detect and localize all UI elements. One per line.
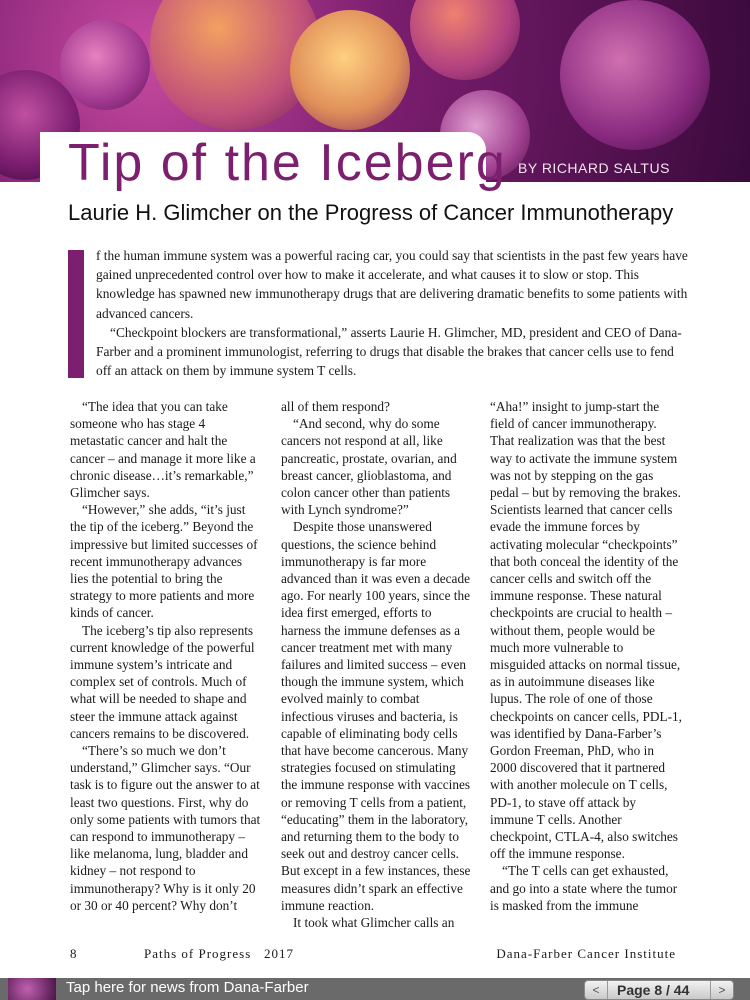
body-paragraph: The iceberg’s tip also represents current knowledge of the powerful immune system’s intricate and complex set of controls. Much of what will be needed to shape and steer the immune attack against cancers remains to be discovered. xyxy=(70,622,255,741)
page-footer xyxy=(70,946,676,966)
news-link[interactable]: Tap here for news from Dana-Farber xyxy=(66,979,309,996)
body-paragraph: Despite those unanswered questions, the science behind immunotherapy is far more advanced than it was even a decade ago. For nearly 100 years, since the idea first emerged, efforts to harness the immune defenses as a cancer treatment met with many failures and limited success – even though the immune system, which evolved mainly to combat infectious viruses and bacteria, is capable of eliminating body cells that have become cancerous. Many strategies focused on stimulating the immune response with vaccines or removing T cells from a patient, “educating” them in the laboratory, and returning them to the body to seek out and destroy cancer cells. But except in a few instances, these measures didn’t spark an effective immune reaction. xyxy=(281,519,471,913)
cell-illustration xyxy=(560,0,710,150)
previous-page-button[interactable]: < xyxy=(585,981,608,999)
body-paragraph: “However,” she adds, “it’s just the tip of the iceberg.” Beyond the impressive but limited successes of recent immunotherapy advances lies the potential to bring the strategy to more patients and more kinds of cancer. xyxy=(70,502,258,621)
intro-paragraph: f the human immune system was a powerful racing car, you could say that scientists in the past few years have gained unprecedented control over how to make it accelerate, and what causes it to slow or stop. This knowledge has spawned new immunotherapy drugs that are delivering dramatic benefits to some patients with advanced cancers. xyxy=(96,248,688,321)
page-indicator: Page 8 / 44 xyxy=(617,982,690,998)
article-title: Tip of the Iceberg xyxy=(68,134,507,192)
intro-text xyxy=(96,246,690,380)
body-paragraph: all of them respond? xyxy=(281,399,390,414)
body-column-2 xyxy=(281,398,473,931)
body-column-1 xyxy=(70,398,262,914)
page-navigator xyxy=(584,980,734,1000)
article-subtitle: Laurie H. Glimcher on the Progress of Cancer Immunotherapy xyxy=(68,200,674,225)
news-thumbnail[interactable] xyxy=(8,978,56,1000)
article-byline: BY RICHARD SALTUS xyxy=(518,160,670,176)
cell-illustration xyxy=(410,0,520,80)
dropcap xyxy=(68,250,84,378)
body-paragraph: “The T cells can get exhausted, and go into a state where the tumor is masked from the immune xyxy=(490,863,678,913)
page-number: 8 xyxy=(70,946,78,961)
cell-illustration xyxy=(60,20,150,110)
body-paragraph: It took what Glimcher calls an xyxy=(293,915,455,931)
next-page-button[interactable]: > xyxy=(710,981,733,999)
body-paragraph: “And second, why do some cancers not respond at all, like pancreatic, prostate, ovarian, and breast cancer, glioblastoma, and colon cancer other than patients with Lynch syndrome?” xyxy=(281,416,457,518)
body-paragraph: “There’s so much we don’t understand,” Glimcher says. “Our task is to figure out the answer to at least two questions. First, why do only some patients with tumors that can respond to immunotherapy – like melanoma, lung, bladder and kidney – not respond to immunotherapy? Why is it only 20 or 30 or 40 percent? Why don’t xyxy=(70,743,261,913)
dropcap-letter: I xyxy=(70,248,77,270)
intro-paragraph: “Checkpoint blockers are transformational,” asserts Laurie H. Glimcher, MD, president and CEO of Dana-Farber and a prominent immunologist, referring to drugs that disable the brakes that cancer cells use to fend off an attack on them by immune system T cells. xyxy=(96,324,682,379)
institute-name: Dana-Farber Cancer Institute xyxy=(496,946,676,961)
cell-illustration xyxy=(290,10,410,130)
publication-name: Paths of Progress 2017 xyxy=(144,946,295,961)
body-paragraph: “The idea that you can take someone who has stage 4 metastatic cancer and halt the cancer – and manage it more like a chronic disease…it’s remarkable,” Glimcher says. xyxy=(70,399,256,501)
body-column-3 xyxy=(490,398,682,914)
body-paragraph: “Aha!” insight to jump-start the field of cancer immunotherapy. That realization was that the best way to activate the immune system was not by stepping on the gas pedal – but by removing the brakes. Scientists learned that cancer cells evade the immune forces by activating molecular “checkpoints” that both conceal the identity of the cancer cells and switch off the immune response. These natural checkpoints are crucial to health – without them, people would be much more vulnerable to misguided attacks on normal tissue, as in autoimmune diseases like lupus. The role of one of those checkpoints on cancer cells, PDL-1, was identified by Dana-Farber’s Gordon Freeman, PhD, who in 2000 discovered that it partnered with another molecule on T cells, PD-1, to stave off attack by immune T cells. Another checkpoint, CTLA-4, also switches off the immune response. xyxy=(490,399,682,862)
